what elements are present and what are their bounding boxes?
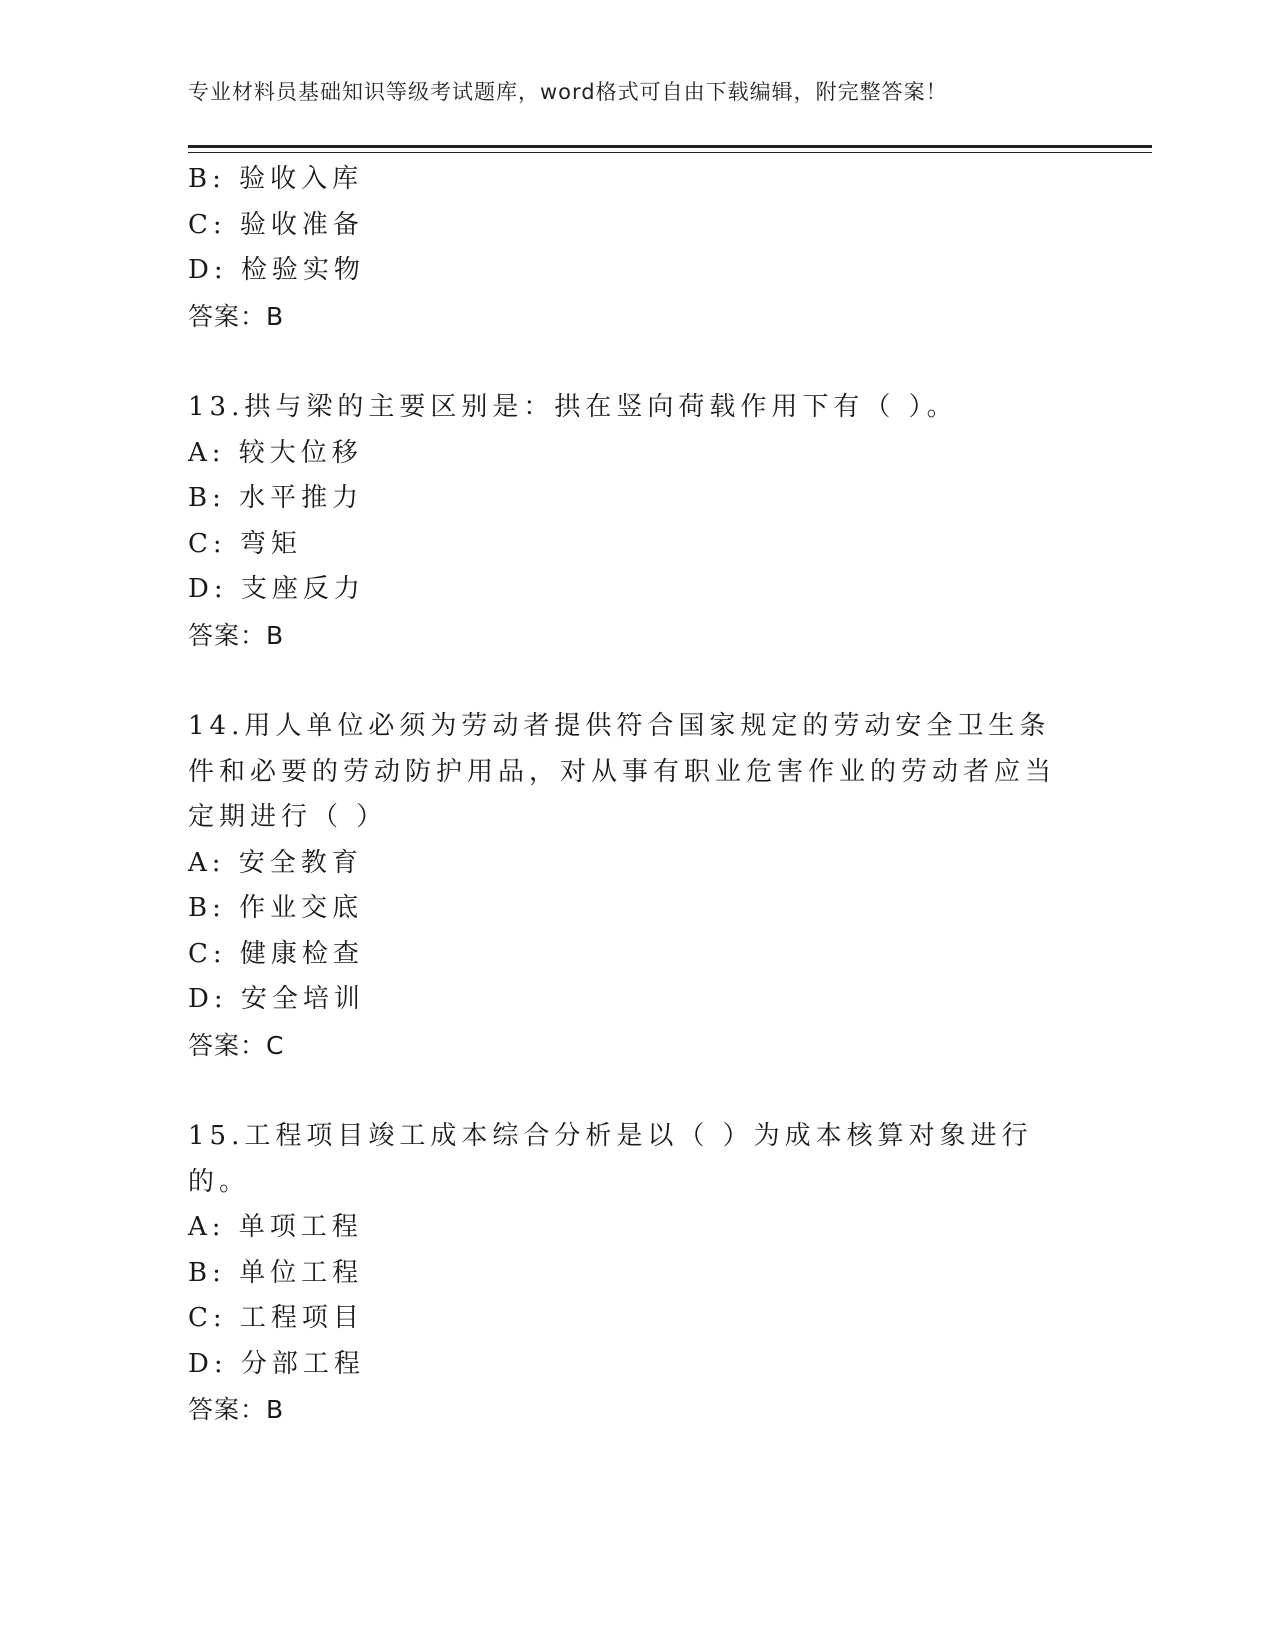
option-a: A: 安全教育 <box>188 847 363 878</box>
option-c: C: 工程项目 <box>188 1303 364 1333</box>
option-d: D: 支座反力 <box>188 574 365 604</box>
option-a: A: 单项工程 <box>188 1212 363 1242</box>
answer-line: 答案：B <box>188 1395 285 1424</box>
question-13 <box>188 385 1088 658</box>
option-d: D: 检验实物 <box>188 255 365 285</box>
question-list <box>188 157 1088 1479</box>
option-b: B: 作业交底 <box>188 893 364 923</box>
option-d: D: 分部工程 <box>188 1348 365 1379</box>
answer-line: 答案：B <box>188 301 285 331</box>
option-a: A: 较大位移 <box>188 437 363 468</box>
header-rule-thick <box>188 145 1152 148</box>
header-rule-thin <box>188 152 1152 153</box>
option-b: B: 单位工程 <box>188 1257 364 1288</box>
option-d: D: 安全培训 <box>188 984 365 1014</box>
question-stem: 13.拱与梁的主要区别是：拱在竖向荷载作用下有（ ）。 <box>188 392 958 422</box>
option-c: C: 健康检查 <box>188 938 364 969</box>
question-15 <box>188 1114 1088 1433</box>
question-stem: 14.用人单位必须为劳动者提供符合国家规定的劳动安全卫生条件和必要的劳动防护用品，对从事有职业危害作业的劳动者应当定期进行（ ） <box>188 711 1057 832</box>
question-14 <box>188 704 1088 1068</box>
partial-question <box>188 157 1088 339</box>
question-stem: 15.工程项目竣工成本综合分析是以（ ）为成本核算对象进行的。 <box>188 1121 1033 1197</box>
option-c: C: 验收准备 <box>188 209 364 240</box>
option-b: B: 验收入库 <box>188 164 364 194</box>
answer-line: 答案：C <box>188 1030 285 1060</box>
option-c: C: 弯矩 <box>188 528 302 559</box>
page-header: 专业材料员基础知识等级考试题库，word格式可自由下载编辑，附完整答案！ <box>188 80 948 104</box>
option-b: B: 水平推力 <box>188 483 364 513</box>
answer-line: 答案：B <box>188 620 285 650</box>
